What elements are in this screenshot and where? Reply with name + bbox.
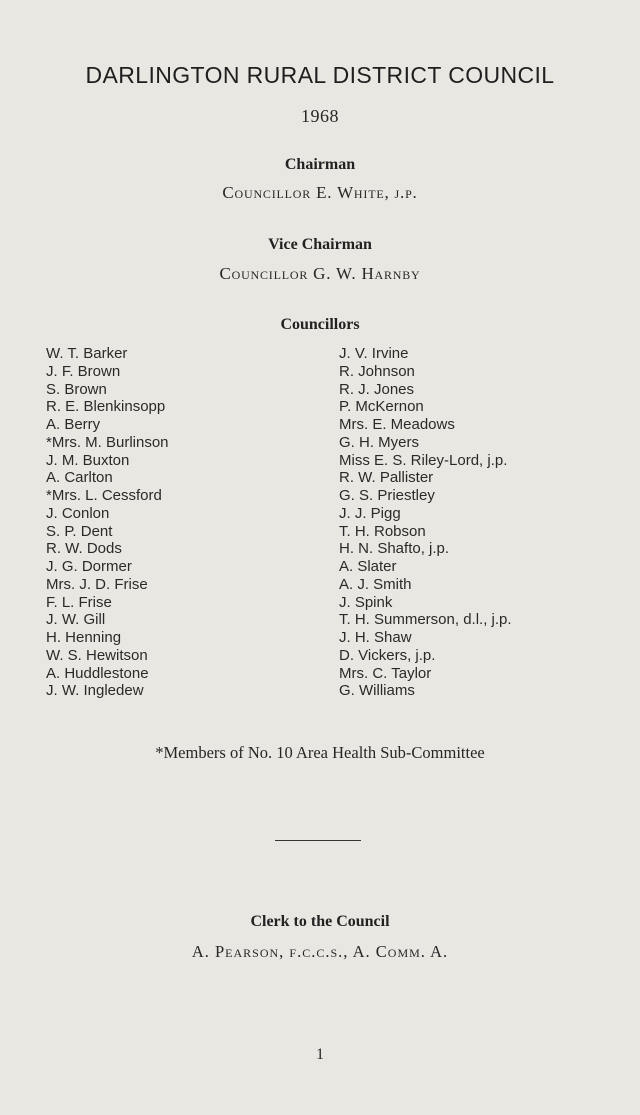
councillor-name: R. E. Blenkinsopp: [46, 398, 166, 416]
councillor-name: G. H. Myers: [339, 433, 420, 451]
councillor-name: F. L. Frise: [46, 593, 112, 611]
councillor-name: Mrs. J. D. Frise: [46, 575, 148, 593]
council-title: DARLINGTON RURAL DISTRICT COUNCIL: [85, 62, 555, 88]
section-divider: [275, 840, 361, 841]
councillor-name: J. H. Shaw: [339, 629, 412, 646]
councillor-name: R. W. Dods: [46, 540, 122, 558]
footnote: *Members of No. 10 Area Health Sub-Committee: [155, 743, 485, 762]
councillor-name: W. T. Barker: [46, 345, 128, 362]
year: 1968: [301, 106, 339, 126]
councillors-heading: Councillors: [280, 316, 360, 333]
councillor-name: J. M. Buxton: [46, 451, 130, 469]
clerk-heading: Clerk to the Council: [250, 913, 390, 930]
councillor-name: G. S. Priestley: [339, 487, 435, 504]
councillor-name: R. W. Pallister: [339, 469, 434, 487]
vice-chairman-heading: Vice Chairman: [268, 236, 372, 253]
councillor-name: A. J. Smith: [339, 575, 412, 593]
councillor-name: J. W. Ingledew: [46, 682, 144, 700]
councillor-name: *Mrs. M. Burlinson: [46, 433, 169, 451]
councillor-name: J. Spink: [339, 593, 393, 611]
councillor-name: R. Johnson: [339, 362, 415, 380]
councillor-name: A. Carlton: [46, 469, 113, 487]
councillor-name: A. Berry: [46, 416, 101, 433]
councillor-name: Miss E. S. Riley-Lord, j.p.: [339, 451, 508, 469]
councillor-name: A. Slater: [339, 558, 397, 575]
councillor-name: J. G. Dormer: [46, 558, 132, 575]
councillor-name: J. V. Irvine: [339, 345, 409, 362]
vice-chairman-name: Councillor G. W. Harnby: [219, 264, 421, 283]
councillor-name: T. H. Summerson, d.l., j.p.: [339, 611, 512, 629]
clerk-name: A. Pearson, f.c.c.s., A. Comm. A.: [191, 942, 449, 961]
councillor-name: J. J. Pigg: [339, 504, 401, 522]
councillor-name: T. H. Robson: [339, 522, 426, 540]
councillor-name: J. Conlon: [46, 504, 110, 522]
councillor-name: Mrs. E. Meadows: [339, 416, 455, 433]
councillor-name: Mrs. C. Taylor: [339, 664, 432, 682]
chairman-name: Councillor E. White, j.p.: [222, 183, 418, 202]
councillor-name: *Mrs. L. Cessford: [46, 487, 162, 504]
councillor-name: G. Williams: [339, 682, 415, 700]
councillor-name: H. N. Shafto, j.p.: [339, 540, 450, 558]
councillor-name: S. Brown: [46, 380, 107, 398]
councillor-name: R. J. Jones: [339, 380, 415, 398]
councillor-name: J. F. Brown: [46, 362, 121, 380]
councillor-name: H. Henning: [46, 629, 122, 646]
page-number: 1: [316, 1046, 324, 1063]
councillor-name: A. Huddlestone: [46, 664, 149, 682]
councillor-name: J. W. Gill: [46, 611, 106, 629]
councillor-name: W. S. Hewitson: [46, 646, 148, 664]
councillors-right-column: [339, 345, 512, 700]
councillor-name: P. McKernon: [339, 398, 424, 416]
councillors-left-column: [46, 345, 169, 700]
chairman-heading: Chairman: [284, 156, 356, 173]
councillor-name: S. P. Dent: [46, 522, 113, 540]
councillor-name: D. Vickers, j.p.: [339, 646, 436, 664]
